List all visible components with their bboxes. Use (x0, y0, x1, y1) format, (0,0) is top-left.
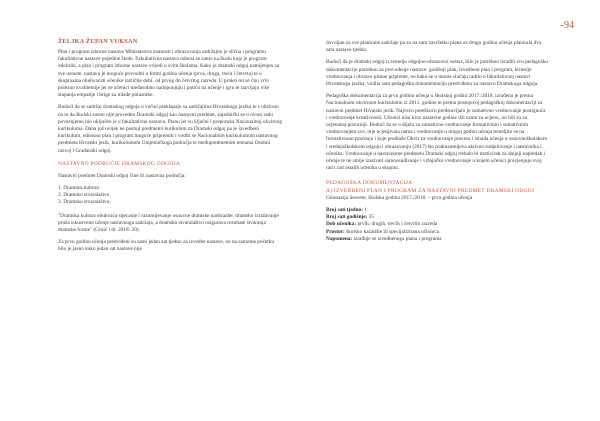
paragraph: Budući da je dramski odgoj iz temelju odgojno-obrazovni sustav, bilo je potrebno izraditi svu pedagošku dokumentaciju potrebnu za provođenje nastave: godišnji plan, izvedbeni plan i program, kriterije vrednovanja i obrasce pisane pripreme, no kako se u mome slučaju radilo o fakultativnoj nastavi Hrvatskoga jezika, vodila sam pedagošku dokumentaciju predviđenu za nastavu Dramskoga odgoja. (326, 59, 548, 88)
paragraph: Za prvu godinu učenja predviđeni su sami jedan sat tjedno za izvedbe nastave, no na samome početku bilo je jasno kako jedan sat nastave nije (58, 239, 275, 253)
meta-row: Broj sati godišnje: 35 (326, 214, 375, 221)
section-heading: PEDAGOŠKA DOKUMENTACIJA (326, 180, 413, 187)
plan-meta (326, 207, 548, 243)
paragraph: Plan i program izborne nastave Ministarstva znanosti i obrazovanja sadržajno je slična i programu fakultativne nastave pojedine škole. Fakultativna nastava odnosi se samo na školu koja je program odobrila, a plan i program izborne nastave vrijedi u svim školama. Kako je dramski odgoj namijenjen za sve uzraste, nastavu je moguće provoditi u formi godina učenja (prva, druga, treća i četvrta) te u skupinama obuhvaćati učenike različite dobi, od prvog do četvrtog razreda. U praksi mi se čini vrlo polezno kvalitetnije jer se učenici međusobno nadopunjuju i potiču na učenje i igru te razvijaju više stupanja empatije i brige za mlađe polaznike. (58, 49, 280, 99)
subsection-heading: A) IZVEDBENI PLAN I PROGRAM ZA NASTAVNI PREDMET DRAMSKI ODGOJ (326, 187, 535, 194)
list-item: 3. Dramsko stvaralaštvo. (58, 199, 111, 206)
list-item: 1. Dramska kultura (58, 185, 99, 192)
quote-paragraph: "Dramska kultura obuhvaća stjecanje i razumijevanje osnovne dramske naobrazbe, dramsko izražavanje pruža iskustveno učenje nastavnoga sadržaja, a dramsko stvaralaštvo osigurava rezultate stvaranja dramske forme" (Gruić i dr. 2018: 20). (58, 212, 279, 234)
page-number: -94 (560, 20, 574, 31)
paragraph: Budući da se sadržaj dramskog odgoja u većini preklapaju sa sadržajima Hrvatskoga jezika te s obzirom na to da školski susret nije proveden Dramski odgoj kao nastavni predmet, zajednički se u ovom radu povezujemo bio uključen je u fakultativnu nastavu. Planu jer su ključni i preporuka Nacionalnoj okvirnog kurikuluma. Dana još uvijek ne postoji predmetni kurikulum za Dramski odgoj pa je izvedbeni kurikulum, odnosno plan i program moguće pripremiti i voditi se Nacionalnim kurikulumom nastavnog predmeta Hrvatski jezik, kurikulumom Umjetničkoga područja te međupredmetnim temama Osobni razvoj i Građanski odgoj. (58, 104, 283, 154)
meta-row: Napomena: izrađuje se izvedbenoga plana i programa (326, 235, 442, 242)
list-item: 2. Dramsko stvaralaštvo (58, 192, 110, 199)
paragraph: Nastavni predmet Dramski odgoj čine tri nastavna područja: (58, 172, 186, 179)
left-column (58, 38, 283, 259)
paragraph: dovoljan za sve planirane sadržaje pa su na sam završetku plana za drugu godinu učenja planirala dva sata nastave tjedno. (326, 40, 542, 54)
paragraph: Pedagoška dokumentacija za prvu godinu učenja u školskoj godini 2017./2018. izrađena je prema Nacionalnom okvirnom kurikulumu iz 2011. godine te prema postojećoj pedagoškoj dokumentaciji za nastavni predmet Hrvatski jezik. Najveću poteškoću predstavljalo je sumativno vrednovanje postignuća i vrednovanje kreativnosti. Učenici nisu kroz nastavne godine išli samo za ocjenu, no bili su za ocjenama pozorniji. Budući da se u dijelu za sumativno vrednovanje formativnim i sumativnim vrednovanjem sve, nije ocjenjivala nama i vrednovanje u drugoj godini učenja temeljito se na formativnom praćenju i koje predlaže Okvir za vrednovanje procesa i ishoda učenja u osnovnoškolskom i srednjoškolskom odgoju i obrazovanju (2017) što podrazumijeva aktivno sudjelovanje i nastavnika i učenika. Vrednovanje u nastavnome predmetu Dramski odgoj trebalo bi motivirati za daljnji napredak i učenje te ne smije izazivati samoosuđivanje i vršnjačko vrednovanje u kojem učenici procjenjuju svoj rad i rad ostalih učenika u skupini. (326, 93, 548, 172)
area-list (58, 185, 283, 207)
meta-row: Dob učenika: prvih, drugih, trećih i četvrtih razreda (326, 221, 438, 228)
right-column (326, 40, 548, 243)
meta-row: Prostor: školsko kazalište ili specijalizirana učionica (326, 228, 440, 235)
meta-row: Broj sati tjedno: 1 (326, 207, 367, 214)
school-line: Gimnazija Sesvete, školska godina 2017./2018. – prva godina učenja (326, 194, 473, 201)
author-name: ŽELJKA ŽUPAN VUKSAN (58, 38, 138, 45)
section-heading: NASTAVNO PODRUČJE DRAMSKOG ODGOJA (58, 160, 181, 167)
